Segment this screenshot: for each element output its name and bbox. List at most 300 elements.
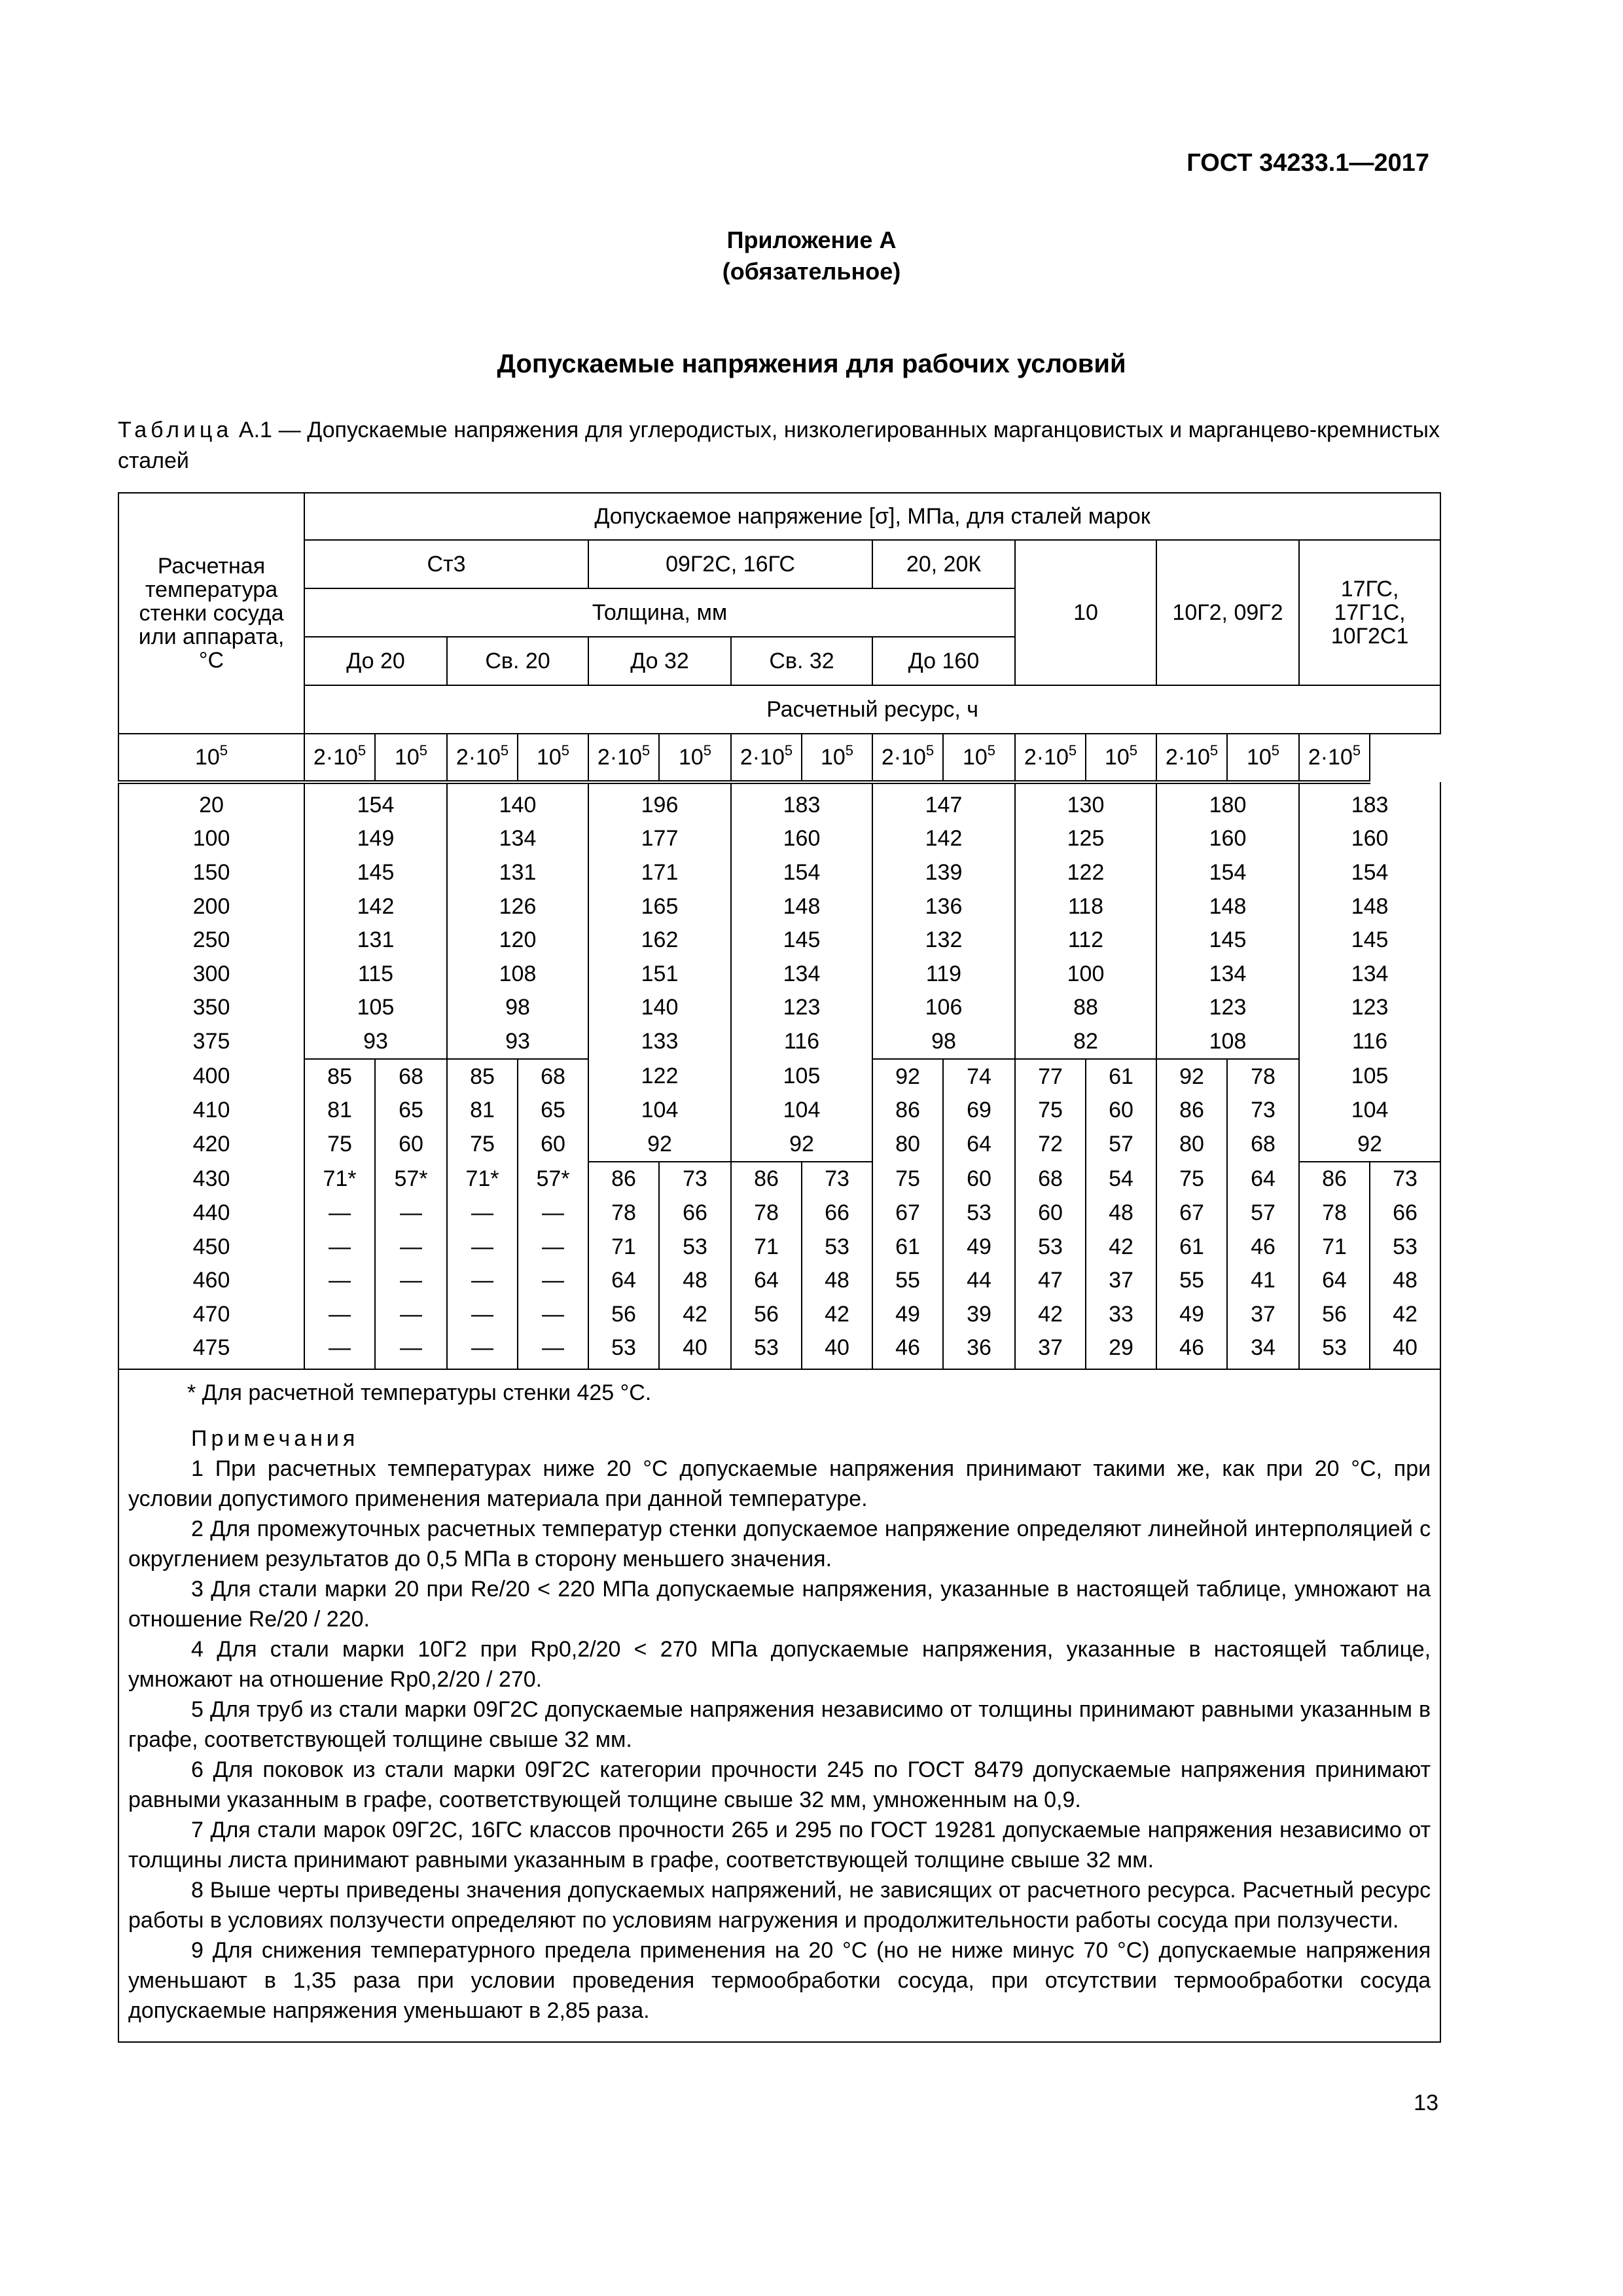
stress-value-cell: — [304, 1196, 375, 1230]
stress-value-cell: 67 [1156, 1196, 1227, 1230]
stress-value-cell: 133 [588, 1024, 731, 1059]
table-row [118, 991, 1440, 1025]
stress-value-cell: 92 [872, 1059, 943, 1094]
note-8: 8 Выше черты приведены значения допускаемых напряжений, не зависящих от расчетного ресурса. Расчетный ресурс работы в условиях ползучести определяют по условиям нагружения и продолжительности работы сосуда при ползучести. [128, 1878, 1431, 1933]
stress-value-cell: 162 [588, 923, 731, 957]
stress-value-cell: 40 [802, 1331, 872, 1370]
page-number: 13 [1414, 2090, 1438, 2115]
stress-value-cell: 116 [731, 1024, 872, 1059]
temperature-cell: 20 [118, 782, 304, 822]
table-row [118, 1127, 1440, 1162]
stress-value-cell: 85 [304, 1059, 375, 1094]
stress-value-cell: 61 [872, 1230, 943, 1264]
stress-value-cell: 72 [1015, 1127, 1086, 1162]
stress-value-cell: 78 [588, 1196, 659, 1230]
note-3: 3 Для стали марки 20 при Re/20 < 220 МПа допускаемые напряжения, указанные в настоящей таблице, умножают на отношение Re/20 / 220. [128, 1577, 1431, 1632]
stress-value-cell: 142 [872, 822, 1015, 856]
stress-value-cell: 46 [872, 1331, 943, 1370]
stress-value-cell: 55 [1156, 1263, 1227, 1297]
stress-value-cell: 46 [1156, 1331, 1227, 1370]
temperature-cell: 150 [118, 855, 304, 889]
table-row [118, 1059, 1440, 1094]
stress-value-cell: 57* [375, 1162, 447, 1196]
resource-exponent: 5 [500, 742, 509, 759]
resource-base: 10 [1104, 745, 1130, 770]
stress-value-cell: 132 [872, 923, 1015, 957]
temperature-cell: 450 [118, 1230, 304, 1264]
stress-value-cell: 60 [518, 1127, 588, 1162]
stress-value-cell: 53 [588, 1331, 659, 1370]
stress-value-cell: 115 [304, 957, 447, 991]
stress-value-cell: 75 [1015, 1093, 1086, 1127]
resource-cell [1299, 734, 1370, 782]
stress-value-cell: 92 [588, 1127, 731, 1162]
stress-value-cell: 134 [1156, 957, 1299, 991]
stress-value-cell: 78 [1299, 1196, 1370, 1230]
stress-value-cell: 145 [304, 855, 447, 889]
resource-base: 10 [536, 745, 562, 770]
stress-value-cell: 105 [731, 1059, 872, 1094]
stress-value-cell: — [447, 1230, 518, 1264]
temperature-cell: 200 [118, 889, 304, 924]
resource-cell [1156, 734, 1227, 782]
stress-value-cell: 47 [1015, 1263, 1086, 1297]
note-7: 7 Для стали марок 09Г2С, 16ГС классов прочности 265 и 295 по ГОСТ 19281 допускаемые напряжения независимо от толщины листа принимают равными указанным в графе, соответствующей толщине свыше 32 мм. [128, 1818, 1431, 1873]
allowable-stress-header: Допускаемое напряжение [σ], МПа, для сталей марок [304, 493, 1440, 540]
stress-value-cell: 36 [943, 1331, 1015, 1370]
stress-value-cell: 130 [1015, 782, 1156, 822]
section-title: Допускаемые напряжения для рабочих условий [497, 350, 1126, 378]
note-9: 9 Для снижения температурного предела применения на 20 °С (но не ниже минус 70 °С) допускаемые напряжения уменьшают в 1,35 раза при условии проведения термообработки сосуда, при отсутствии термообработки сосуда допускаемые напряжения уменьшают в 2,85 раза. [128, 1938, 1431, 2024]
stress-value-cell: 60 [943, 1162, 1015, 1196]
table-row [118, 923, 1440, 957]
resource-cell [304, 734, 375, 782]
stress-value-cell: 53 [659, 1230, 731, 1264]
notes-block [118, 1369, 1440, 2042]
temperature-cell: 430 [118, 1162, 304, 1196]
stress-value-cell: 71* [447, 1162, 518, 1196]
stress-value-cell: 126 [447, 889, 588, 924]
stress-value-cell: 37 [1015, 1331, 1086, 1370]
stress-value-cell: — [518, 1263, 588, 1297]
stress-value-cell: 34 [1227, 1331, 1299, 1370]
stress-value-cell: — [304, 1230, 375, 1264]
resource-cell [1227, 734, 1299, 782]
resource-cell [518, 734, 588, 782]
stress-value-cell: 39 [943, 1297, 1015, 1331]
stress-value-cell: 140 [447, 782, 588, 822]
stress-value-cell: 60 [1015, 1196, 1086, 1230]
stress-value-cell: 131 [447, 855, 588, 889]
stress-value-cell: 148 [1156, 889, 1299, 924]
resource-cell [588, 734, 659, 782]
stress-value-cell: 73 [1227, 1093, 1299, 1127]
stress-value-cell: 33 [1086, 1297, 1156, 1331]
resource-exponent: 5 [1271, 742, 1280, 759]
stress-value-cell: 65 [375, 1093, 447, 1127]
notes-heading: Примечания [191, 1426, 359, 1452]
stress-value-cell: 73 [659, 1162, 731, 1196]
stress-value-cell: 49 [943, 1230, 1015, 1264]
stress-value-cell: 74 [943, 1059, 1015, 1094]
resource-exponent: 5 [219, 742, 228, 759]
stress-value-cell: 142 [304, 889, 447, 924]
stress-value-cell: 49 [872, 1297, 943, 1331]
stress-value-cell: — [375, 1263, 447, 1297]
resource-base: 2·10 [881, 745, 926, 770]
stress-value-cell: 108 [447, 957, 588, 991]
thickness-up-to-160: До 160 [872, 637, 1015, 685]
resource-cell [659, 734, 731, 782]
resource-exponent: 5 [784, 742, 793, 759]
stress-value-cell: 106 [872, 991, 1015, 1025]
stress-value-cell: 53 [1370, 1230, 1440, 1264]
stress-value-cell: 86 [731, 1162, 802, 1196]
resource-base: 10 [678, 745, 704, 770]
resource-cell [731, 734, 802, 782]
stress-value-cell: 53 [802, 1230, 872, 1264]
stress-value-cell: 134 [1299, 957, 1440, 991]
appendix-status: (обязательное) [722, 258, 901, 285]
resource-exponent: 5 [703, 742, 712, 759]
stress-value-cell: 71 [731, 1230, 802, 1264]
resource-exponent: 5 [641, 742, 651, 759]
stress-value-cell: 145 [1299, 923, 1440, 957]
thickness-over-32: Св. 32 [731, 637, 872, 685]
stress-value-cell: 123 [1156, 991, 1299, 1025]
stress-value-cell: 105 [304, 991, 447, 1025]
stress-value-cell: — [375, 1297, 447, 1331]
stress-value-cell: 64 [588, 1263, 659, 1297]
stress-value-cell: 92 [1299, 1127, 1440, 1162]
stress-value-cell: 149 [304, 822, 447, 856]
stress-value-cell: 78 [731, 1196, 802, 1230]
resource-base: 10 [1246, 745, 1272, 770]
stress-value-cell: 48 [659, 1263, 731, 1297]
stress-value-cell: 112 [1015, 923, 1156, 957]
table-row [118, 1331, 1440, 1370]
temperature-cell: 300 [118, 957, 304, 991]
resource-cell [447, 734, 518, 782]
stress-value-cell: 64 [731, 1263, 802, 1297]
resource-base: 10 [962, 745, 988, 770]
stress-value-cell: 66 [802, 1196, 872, 1230]
stress-value-cell: 42 [659, 1297, 731, 1331]
stress-value-cell: 49 [1156, 1297, 1227, 1331]
resource-base: 2·10 [597, 745, 642, 770]
stress-value-cell: 66 [659, 1196, 731, 1230]
resource-base: 10 [394, 745, 419, 770]
resource-exponent: 5 [1209, 742, 1219, 759]
stress-value-cell: 56 [588, 1297, 659, 1331]
stress-value-cell: 29 [1086, 1331, 1156, 1370]
stress-value-cell: — [447, 1297, 518, 1331]
stress-value-cell: — [447, 1331, 518, 1370]
stress-value-cell: — [304, 1331, 375, 1370]
temperature-header: Расчетная температура стенки сосуда или аппарата, °С [118, 493, 304, 734]
stress-value-cell: 56 [1299, 1297, 1370, 1331]
stress-value-cell: 46 [1227, 1230, 1299, 1264]
resource-base: 2·10 [1165, 745, 1210, 770]
table-row [118, 822, 1440, 856]
resource-exponent: 5 [1352, 742, 1361, 759]
stress-value-cell: — [518, 1331, 588, 1370]
temperature-cell: 440 [118, 1196, 304, 1230]
table-row [118, 782, 1440, 822]
table-row [118, 1024, 1440, 1059]
stress-value-cell: 55 [872, 1263, 943, 1297]
stress-value-cell: 42 [1015, 1297, 1086, 1331]
stress-value-cell: 92 [1156, 1059, 1227, 1094]
stress-value-cell: 147 [872, 782, 1015, 822]
resource-base: 2·10 [740, 745, 785, 770]
stress-value-cell: 42 [802, 1297, 872, 1331]
stress-value-cell: 73 [802, 1162, 872, 1196]
stress-value-cell: — [375, 1196, 447, 1230]
stress-value-cell: 177 [588, 822, 731, 856]
temperature-cell: 375 [118, 1024, 304, 1059]
stress-value-cell: 98 [447, 991, 588, 1025]
stress-value-cell: 86 [872, 1093, 943, 1127]
resource-cell [118, 734, 304, 782]
stress-value-cell: 104 [588, 1093, 731, 1127]
stress-value-cell: 136 [872, 889, 1015, 924]
stress-value-cell: 148 [1299, 889, 1440, 924]
temperature-cell: 350 [118, 991, 304, 1025]
stress-value-cell: 154 [1156, 855, 1299, 889]
stress-value-cell: 86 [588, 1162, 659, 1196]
resource-base: 10 [820, 745, 846, 770]
stress-value-cell: 73 [1370, 1162, 1440, 1196]
stress-value-cell: 183 [1299, 782, 1440, 822]
temperature-cell: 470 [118, 1297, 304, 1331]
temperature-cell: 410 [118, 1093, 304, 1127]
stress-value-cell: 69 [943, 1093, 1015, 1127]
stress-value-cell: 42 [1086, 1230, 1156, 1264]
stress-value-cell: 65 [518, 1093, 588, 1127]
stress-value-cell: 151 [588, 957, 731, 991]
stress-value-cell: 57 [1227, 1196, 1299, 1230]
resource-exponent: 5 [1068, 742, 1077, 759]
stress-value-cell: — [518, 1230, 588, 1264]
stress-value-cell: 86 [1156, 1093, 1227, 1127]
resource-base: 10 [194, 745, 220, 770]
thickness-over-20: Св. 20 [447, 637, 588, 685]
stress-value-cell: — [447, 1263, 518, 1297]
stress-value-cell: 48 [802, 1263, 872, 1297]
stress-value-cell: — [375, 1230, 447, 1264]
stress-value-cell: 108 [1156, 1024, 1299, 1059]
table-row [118, 957, 1440, 991]
stress-value-cell: 61 [1156, 1230, 1227, 1264]
stress-value-cell: 183 [731, 782, 872, 822]
stress-value-cell: 40 [1370, 1331, 1440, 1370]
stress-value-cell: 120 [447, 923, 588, 957]
stress-value-cell: 145 [1156, 923, 1299, 957]
resource-exponent: 5 [845, 742, 854, 759]
stress-value-cell: 140 [588, 991, 731, 1025]
grade-10: 10 [1015, 540, 1156, 685]
stress-value-cell: 119 [872, 957, 1015, 991]
stress-value-cell: 61 [1086, 1059, 1156, 1094]
grade-10g2-09g2: 10Г2, 09Г2 [1156, 540, 1299, 685]
resource-base: 2·10 [1308, 745, 1353, 770]
stress-value-cell: 66 [1370, 1196, 1440, 1230]
stress-value-cell: 122 [588, 1059, 731, 1094]
stress-value-cell: 93 [447, 1024, 588, 1059]
stress-value-cell: 104 [1299, 1093, 1440, 1127]
table-row [118, 1230, 1440, 1264]
stress-value-cell: 77 [1015, 1059, 1086, 1094]
stress-value-cell: 54 [1086, 1162, 1156, 1196]
stress-value-cell: 125 [1015, 822, 1156, 856]
stress-value-cell: 105 [1299, 1059, 1440, 1094]
stress-value-cell: 86 [1299, 1162, 1370, 1196]
resource-cell [1015, 734, 1086, 782]
stress-value-cell: 64 [1227, 1162, 1299, 1196]
stress-value-cell: 88 [1015, 991, 1156, 1025]
stress-value-cell: 134 [731, 957, 872, 991]
resource-cell [802, 734, 872, 782]
stress-value-cell: 165 [588, 889, 731, 924]
standard-code: ГОСТ 34233.1—2017 [1186, 149, 1429, 177]
thickness-up-to-32: До 32 [588, 637, 731, 685]
stress-value-cell: 92 [731, 1127, 872, 1162]
stress-value-cell: — [304, 1263, 375, 1297]
stress-value-cell: 57* [518, 1162, 588, 1196]
stress-value-cell: 67 [872, 1196, 943, 1230]
stress-value-cell: — [304, 1297, 375, 1331]
stress-value-cell: — [518, 1297, 588, 1331]
stress-value-cell: 41 [1227, 1263, 1299, 1297]
table-row [118, 855, 1440, 889]
table-caption-label: Таблица [118, 418, 233, 442]
grade-17gs-17g1s-10g2s1: 17ГС, 17Г1С, 10Г2С1 [1299, 540, 1440, 685]
allowable-stress-table [118, 492, 1441, 2043]
stress-value-cell: 154 [304, 782, 447, 822]
table-row [118, 1297, 1440, 1331]
stress-value-cell: 71 [588, 1230, 659, 1264]
stress-value-cell: 116 [1299, 1024, 1440, 1059]
stress-value-cell: 53 [1015, 1230, 1086, 1264]
table-row [118, 1093, 1440, 1127]
stress-value-cell: 123 [1299, 991, 1440, 1025]
resource-exponent: 5 [419, 742, 428, 759]
stress-value-cell: 154 [731, 855, 872, 889]
stress-value-cell: 82 [1015, 1024, 1156, 1059]
resource-exponent: 5 [987, 742, 996, 759]
resource-base: 2·10 [455, 745, 501, 770]
resource-cell [1086, 734, 1156, 782]
stress-value-cell: 57 [1086, 1127, 1156, 1162]
note-2: 2 Для промежуточных расчетных температур стенки допускаемое напряжение определяют линейной интерполяцией с округлением результатов до 0,5 МПа в сторону меньшего значения. [128, 1516, 1431, 1572]
stress-value-cell: 53 [943, 1196, 1015, 1230]
stress-value-cell: 68 [1015, 1162, 1086, 1196]
table-caption [118, 415, 1440, 476]
stress-value-cell: 40 [659, 1331, 731, 1370]
stress-value-cell: 145 [731, 923, 872, 957]
temperature-cell: 250 [118, 923, 304, 957]
stress-value-cell: 75 [447, 1127, 518, 1162]
stress-value-cell: 60 [1086, 1093, 1156, 1127]
temperature-cell: 460 [118, 1263, 304, 1297]
note-1: 1 При расчетных температурах ниже 20 °С допускаемые напряжения принимают такими же, как при 20 °С, при условии допустимого применения материала при данной температуре. [128, 1456, 1431, 1512]
resource-row [118, 734, 1440, 782]
stress-value-cell: 171 [588, 855, 731, 889]
thickness-up-to-20: До 20 [304, 637, 447, 685]
stress-value-cell: 122 [1015, 855, 1156, 889]
stress-value-cell: 48 [1086, 1196, 1156, 1230]
stress-value-cell: 160 [1299, 822, 1440, 856]
stress-value-cell: 68 [375, 1059, 447, 1094]
appendix-title: Приложение А [726, 226, 897, 253]
stress-value-cell: 180 [1156, 782, 1299, 822]
stress-value-cell: 48 [1370, 1263, 1440, 1297]
footnote: * Для расчетной температуры стенки 425 °С. [187, 1380, 652, 1406]
stress-value-cell: 71 [1299, 1230, 1370, 1264]
grade-20-20k: 20, 20К [872, 540, 1015, 588]
stress-value-cell: 37 [1227, 1297, 1299, 1331]
table-row [118, 1162, 1440, 1196]
resource-exponent: 5 [561, 742, 570, 759]
stress-value-cell: 44 [943, 1263, 1015, 1297]
stress-value-cell: 131 [304, 923, 447, 957]
note-4: 4 Для стали марки 10Г2 при Rp0,2/20 < 270 МПа допускаемые напряжения, указанные в настоящей таблице, умножают на отношение Rp0,2/20 / 270. [128, 1637, 1431, 1693]
stress-value-cell: 98 [872, 1024, 1015, 1059]
note-6: 6 Для поковок из стали марки 09Г2С категории прочности 245 по ГОСТ 8479 допускаемые напряжения принимают равными указанным в графе, соответствующей толщине свыше 32 мм, умноженным на 0,9. [128, 1757, 1431, 1813]
stress-value-cell: 139 [872, 855, 1015, 889]
table-row [118, 1196, 1440, 1230]
stress-value-cell: 68 [1227, 1127, 1299, 1162]
stress-value-cell: 154 [1299, 855, 1440, 889]
thickness-header: Толщина, мм [304, 588, 1015, 637]
resource-exponent: 5 [357, 742, 366, 759]
stress-value-cell: 75 [1156, 1162, 1227, 1196]
resource-exponent: 5 [925, 742, 935, 759]
resource-base: 2·10 [313, 745, 358, 770]
resource-header: Расчетный ресурс, ч [304, 685, 1440, 734]
stress-value-cell: 53 [1299, 1331, 1370, 1370]
resource-cell [872, 734, 943, 782]
stress-value-cell: — [518, 1196, 588, 1230]
resource-base: 2·10 [1024, 745, 1069, 770]
stress-value-cell: 75 [304, 1127, 375, 1162]
stress-value-cell: 148 [731, 889, 872, 924]
stress-value-cell: 64 [943, 1127, 1015, 1162]
stress-value-cell: 71* [304, 1162, 375, 1196]
table-caption-text: А.1 — Допускаемые напряжения для углеродистых, низколегированных марганцовистых и марганцево-кремнистых сталей [118, 418, 1440, 473]
stress-value-cell: — [447, 1196, 518, 1230]
stress-value-cell: 80 [1156, 1127, 1227, 1162]
stress-value-cell: 134 [447, 822, 588, 856]
resource-cell [943, 734, 1015, 782]
temperature-cell: 400 [118, 1059, 304, 1094]
table-row [118, 1263, 1440, 1297]
stress-value-cell: 123 [731, 991, 872, 1025]
stress-value-cell: 104 [731, 1093, 872, 1127]
stress-value-cell: 85 [447, 1059, 518, 1094]
stress-value-cell: 93 [304, 1024, 447, 1059]
stress-value-cell: 160 [731, 822, 872, 856]
grade-st3: Ст3 [304, 540, 588, 588]
stress-value-cell: 81 [304, 1093, 375, 1127]
stress-value-cell: 196 [588, 782, 731, 822]
stress-value-cell: — [375, 1331, 447, 1370]
stress-value-cell: 80 [872, 1127, 943, 1162]
stress-value-cell: 100 [1015, 957, 1156, 991]
stress-value-cell: 42 [1370, 1297, 1440, 1331]
stress-value-cell: 56 [731, 1297, 802, 1331]
